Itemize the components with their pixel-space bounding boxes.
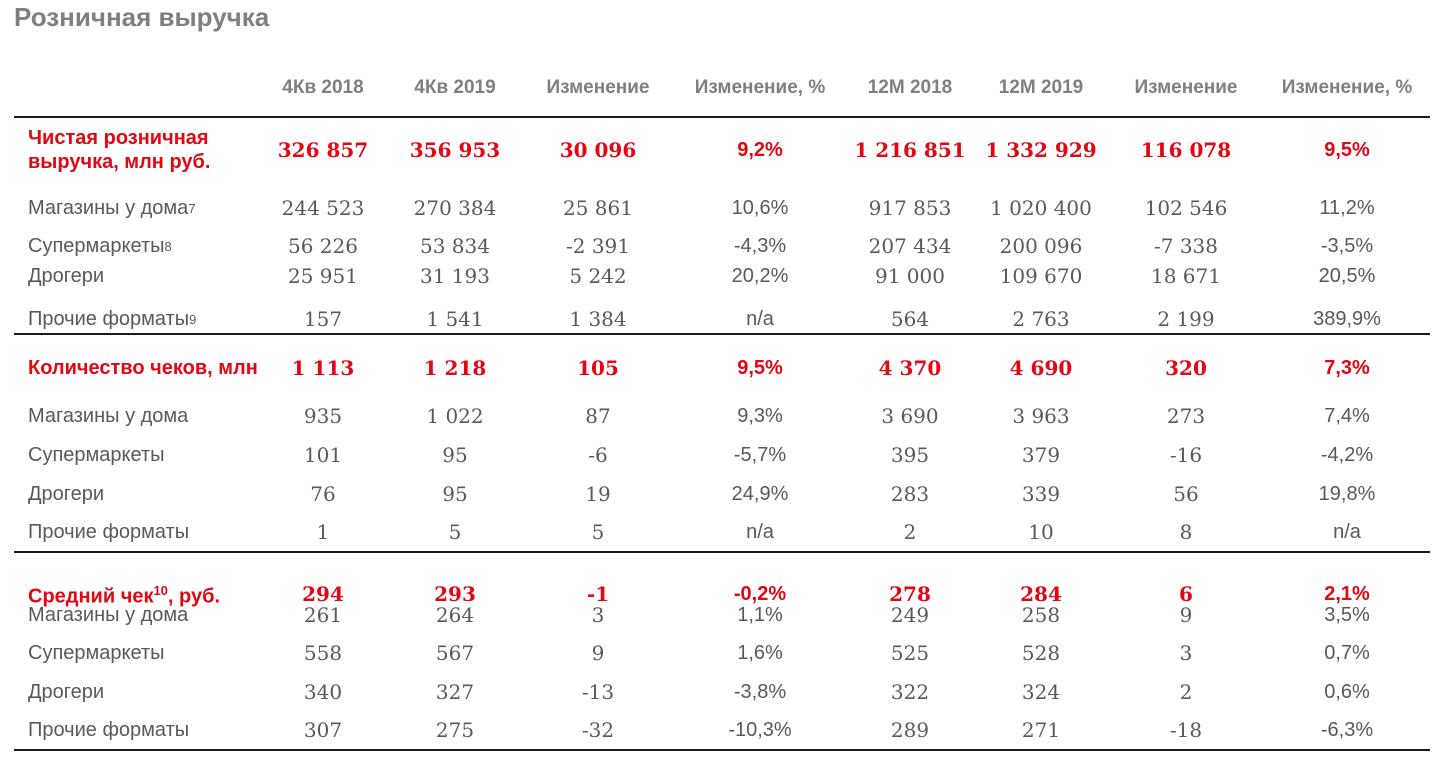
table-cell: -3,8%: [733, 680, 787, 703]
table-cell: 567: [435, 641, 475, 665]
table-row: [0, 634, 1442, 672]
row-label-text: Магазины у дома: [28, 404, 189, 427]
table-cell: 3,5%: [1324, 603, 1370, 626]
table-cell: -0,2%: [733, 582, 787, 605]
table-cell: 3 963: [1012, 404, 1070, 428]
row-label: [28, 189, 196, 227]
table-cell: 10,6%: [731, 196, 789, 219]
row-label: [28, 673, 104, 711]
table-row-total: [0, 122, 1442, 178]
table-cell: 20,5%: [1318, 264, 1376, 287]
table-cell: 284: [1020, 582, 1062, 606]
table-cell: 327: [435, 680, 475, 704]
table-row: [0, 596, 1442, 634]
row-label-text: Прочие форматы: [28, 520, 190, 543]
table-cell: 95: [442, 443, 468, 467]
table-cell: 157: [303, 307, 343, 331]
table-divider: [14, 749, 1430, 751]
table-cell: 395: [890, 443, 930, 467]
table-cell: n/a: [1333, 520, 1361, 543]
row-label-text: Магазины у дома: [28, 196, 189, 219]
table-cell: -2 391: [565, 234, 630, 258]
table-cell: 4 370: [878, 356, 942, 380]
table-row: [0, 300, 1442, 338]
table-row: [0, 257, 1442, 295]
table-cell: 564: [890, 307, 930, 331]
row-label: [28, 257, 104, 295]
table-cell: n/a: [746, 520, 774, 543]
table-cell: 109 670: [999, 264, 1083, 288]
table-cell: 20,2%: [731, 264, 789, 287]
footnote-marker: 9: [189, 311, 197, 327]
table-cell: 1 113: [291, 356, 355, 380]
table-cell: 294: [302, 582, 344, 606]
row-label-text: Супермаркеты: [28, 443, 165, 466]
table-cell: 2: [903, 520, 917, 544]
table-cell: 1 020 400: [990, 196, 1092, 220]
table-cell: 10: [1028, 520, 1054, 544]
table-cell: 322: [890, 680, 930, 704]
row-label-text: Прочие форматы: [28, 718, 190, 741]
footnote-marker: 7: [188, 200, 196, 216]
table-cell: 7,3%: [1324, 356, 1370, 379]
column-header: Изменение, %: [1281, 77, 1413, 98]
table-cell: 935: [303, 404, 343, 428]
column-header: Изменение: [546, 77, 650, 98]
table-cell: -10,3%: [728, 718, 792, 741]
table-row: [0, 711, 1442, 749]
table-cell: 261: [303, 603, 343, 627]
table-cell: 558: [303, 641, 343, 665]
table-cell: 1 216 851: [854, 138, 966, 162]
table-cell: 9: [591, 641, 605, 665]
table-cell: 18 671: [1151, 264, 1221, 288]
table-cell: 5: [591, 520, 605, 544]
table-cell: 30 096: [559, 138, 637, 162]
column-header: 12М 2019: [998, 77, 1084, 98]
table-cell: 1 332 929: [985, 138, 1097, 162]
table-cell: 275: [435, 718, 475, 742]
row-label: [28, 596, 188, 634]
table-cell: 283: [890, 482, 930, 506]
table-cell: 200 096: [999, 234, 1083, 258]
row-label: [28, 711, 189, 749]
table-cell: 2 763: [1012, 307, 1070, 331]
table-cell: 6: [1179, 582, 1193, 606]
table-cell: 0,7%: [1324, 641, 1370, 664]
table-cell: 379: [1021, 443, 1061, 467]
table-cell: 258: [1021, 603, 1061, 627]
row-label-text: Дрогери: [28, 482, 105, 505]
column-header: Изменение: [1134, 77, 1238, 98]
table-cell: 5 242: [569, 264, 627, 288]
column-header: 4Кв 2018: [282, 77, 364, 98]
table-cell: 249: [890, 603, 930, 627]
table-cell: 244 523: [281, 196, 365, 220]
row-label-text: Супермаркеты: [28, 234, 165, 257]
table-cell: 4 690: [1009, 356, 1073, 380]
table-cell: 525: [890, 641, 930, 665]
footnote-marker: 10: [153, 583, 168, 599]
column-header: Изменение, %: [694, 77, 826, 98]
table-cell: 339: [1021, 482, 1061, 506]
table-cell: -32: [581, 718, 615, 742]
row-label: Чистая розничная выручка, млн руб.: [28, 127, 211, 173]
table-cell: 9,5%: [1324, 138, 1370, 161]
table-cell: 95: [442, 482, 468, 506]
table-cell: 101: [303, 443, 343, 467]
row-label-text: Прочие форматы: [28, 307, 190, 330]
table-cell: 2: [1179, 680, 1193, 704]
row-label-text: Магазины у дома: [28, 603, 189, 626]
table-cell: 1 384: [569, 307, 627, 331]
column-header: 4Кв 2019: [414, 77, 496, 98]
table-cell: -1: [586, 582, 610, 606]
table-cell: 9,5%: [737, 356, 783, 379]
column-header: 12М 2018: [867, 77, 953, 98]
table-cell: 1 218: [423, 356, 487, 380]
table-cell: -16: [1169, 443, 1203, 467]
table-row: [0, 397, 1442, 435]
table-cell: 273: [1166, 404, 1206, 428]
table-row: [0, 673, 1442, 711]
table-cell: 1 541: [426, 307, 484, 331]
row-label-text: Средний чек: [28, 585, 154, 608]
table-cell: 3: [1179, 641, 1193, 665]
table-cell: 24,9%: [731, 482, 789, 505]
table-cell: 1,6%: [737, 641, 783, 664]
table-cell: 116 078: [1140, 138, 1232, 162]
table-row: [0, 475, 1442, 513]
row-label: [28, 300, 196, 338]
table-cell: 53 834: [420, 234, 490, 258]
row-label-text: Дрогери: [28, 680, 105, 703]
table-cell: -13: [581, 680, 615, 704]
table-cell: 25 951: [288, 264, 358, 288]
table-cell: 528: [1021, 641, 1061, 665]
table-cell: 340: [303, 680, 343, 704]
table-cell: 1 022: [426, 404, 484, 428]
table-cell: 207 434: [868, 234, 952, 258]
table-divider: [14, 551, 1430, 553]
row-label: [28, 475, 104, 513]
table-row: [0, 189, 1442, 227]
table-cell: 1,1%: [737, 603, 783, 626]
table-cell: 25 861: [563, 196, 633, 220]
row-label: [28, 436, 164, 474]
table-cell: -4,2%: [1320, 443, 1374, 466]
table-row: [0, 513, 1442, 551]
row-label: [28, 513, 189, 551]
table-cell: 3: [591, 603, 605, 627]
table-cell: 0,6%: [1324, 680, 1370, 703]
table-cell: 19: [585, 482, 611, 506]
table-cell: 320: [1165, 356, 1207, 380]
table-cell: 326 857: [277, 138, 369, 162]
table-cell: 2 199: [1157, 307, 1215, 331]
footnote-marker: 8: [164, 238, 172, 254]
table-cell: 7,4%: [1324, 404, 1370, 427]
table-row-total: [0, 340, 1442, 396]
row-label-suffix: , руб.: [167, 585, 221, 608]
table-cell: 293: [434, 582, 476, 606]
table-cell: -18: [1169, 718, 1203, 742]
table-cell: 8: [1179, 520, 1193, 544]
table-cell: 356 953: [409, 138, 501, 162]
table-cell: -6,3%: [1320, 718, 1374, 741]
table-cell: 3 690: [881, 404, 939, 428]
table-cell: 11,2%: [1319, 196, 1375, 219]
table-cell: 31 193: [420, 264, 490, 288]
table-cell: 56 226: [288, 234, 358, 258]
table-divider: [14, 116, 1430, 118]
table-cell: n/a: [746, 307, 774, 330]
table-cell: 9,3%: [737, 404, 783, 427]
table-cell: 289: [890, 718, 930, 742]
table-cell: 264: [435, 603, 475, 627]
table-cell: 278: [889, 582, 931, 606]
table-row: [0, 436, 1442, 474]
table-cell: 271: [1021, 718, 1061, 742]
row-label: Количество чеков, млн: [28, 357, 258, 379]
table-cell: -3,5%: [1320, 234, 1374, 257]
table-cell: 307: [303, 718, 343, 742]
table-cell: -7 338: [1153, 234, 1218, 258]
table-cell: 917 853: [868, 196, 952, 220]
table-cell: 2,1%: [1324, 582, 1370, 605]
table-cell: 324: [1021, 680, 1061, 704]
row-label: [28, 634, 164, 672]
table-cell: 389,9%: [1313, 307, 1381, 330]
table-cell: 19,8%: [1318, 482, 1376, 505]
table-cell: 270 384: [413, 196, 497, 220]
table-cell: -6: [588, 443, 608, 467]
table-cell: 9,2%: [737, 138, 783, 161]
table-cell: -5,7%: [733, 443, 787, 466]
row-label-text: Дрогери: [28, 264, 105, 287]
table-cell: 56: [1173, 482, 1199, 506]
row-label-text: Супермаркеты: [28, 641, 165, 664]
table-cell: 76: [310, 482, 336, 506]
table-cell: 105: [577, 356, 619, 380]
row-label: [28, 397, 188, 435]
table-cell: 91 000: [875, 264, 945, 288]
table-cell: 87: [585, 404, 611, 428]
table-cell: 5: [448, 520, 462, 544]
table-cell: 1: [316, 520, 330, 544]
page-title: Розничная выручка: [14, 2, 270, 32]
table-cell: 9: [1179, 603, 1193, 627]
table-cell: 102 546: [1144, 196, 1228, 220]
table-cell: -4,3%: [733, 234, 787, 257]
